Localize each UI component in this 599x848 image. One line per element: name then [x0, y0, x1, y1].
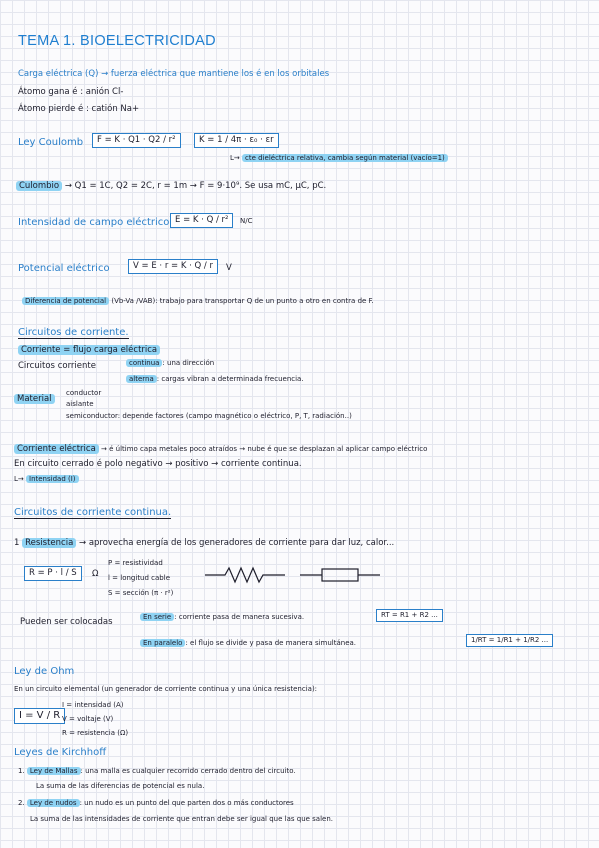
corriente-electrica-line: Corriente eléctrica → é último capa metales poco atraídos → nube é que se desplazan al aplicar campo eléctrico: [14, 445, 427, 454]
circuitos-corriente-label: Circuitos corriente: [18, 361, 96, 371]
paralelo-formula: 1/RT = 1/R1 + 1/R2 ...: [466, 634, 553, 647]
ley-mallas-line: 1. Ley de Mallas : una malla es cualquier recorrido cerrado dentro del circuito.: [18, 767, 296, 775]
carga-line-2: Átomo gana é : anión Cl-: [18, 87, 124, 97]
ley-nudos-line: 2. Ley de nudos : un nudo es un punto del que parten dos o más conductores: [18, 799, 294, 807]
material-label: Material: [14, 395, 55, 404]
ohm-resistencia: R = resistencia (Ω): [62, 729, 129, 737]
potencial-unit: V: [226, 263, 232, 273]
continua-heading: Circuitos de corriente continua.: [14, 507, 172, 518]
continua-line: continua : una dirección: [126, 360, 214, 367]
coulomb-note: L→ cte dieléctrica relativa, cambia según material (vacío=1): [230, 155, 448, 162]
kirchhoff-heading: Leyes de Kirchhoff: [14, 747, 107, 758]
ley-nudos-sub: La suma de las intensidades de corriente que entran debe ser igual que las que salen.: [30, 815, 334, 823]
carga-line-3: Átomo pierde é : catión Na+: [18, 104, 140, 114]
coulomb-heading: Ley Coulomb: [18, 137, 84, 148]
seccion-def: S = sección (π · r²): [108, 589, 174, 597]
resistencia-line: 1 Resistencia → aprovecha energía de los generadores de corriente para dar luz, calor...: [14, 538, 395, 548]
ohm-formula: I = V / R: [14, 708, 65, 724]
intensidad-formula: E = K · Q / r²: [170, 213, 233, 228]
coulomb-constant: K = 1 / 4π · ε₀ · εr: [194, 133, 279, 148]
resistividad-def: P = resistividad: [108, 559, 163, 567]
semiconductor-line: semiconductor: depende factores (campo magnético o eléctrico, P, T, radiación..): [66, 412, 352, 420]
serie-formula: RT = R1 + R2 ...: [376, 609, 443, 622]
longitud-def: l = longitud cable: [108, 574, 170, 582]
corriente-definition: Corriente = flujo carga eléctrica: [18, 346, 160, 355]
page-title: TEMA 1. BIOELECTRICIDAD: [18, 33, 216, 49]
resistor-box-icon: [300, 566, 380, 584]
diferencia-potencial-line: Diferencia de potencial (Vb-Va /VAB): trabajo para transportar Q de un punto a otro en contra de F.: [22, 298, 374, 305]
intensidad-heading: Intensidad de campo eléctrico: [18, 217, 170, 228]
aislante-item: aislante: [66, 400, 94, 408]
conductor-item: conductor: [66, 389, 102, 397]
carga-line-1: Carga eléctrica (Q) → fuerza eléctrica que mantiene los é en los orbitales: [18, 69, 330, 79]
alterna-line: alterna : cargas vibran a determinada frecuencia.: [126, 376, 304, 383]
ley-mallas-sub: La suma de las diferencias de potencial es nula.: [36, 782, 205, 790]
ohm-heading: Ley de Ohm: [14, 666, 75, 677]
ohm-text: En un circuito elemental (un generador de corriente continua y una única resistencia):: [14, 685, 318, 693]
potencial-formula: V = E · r = K · Q / r: [128, 259, 218, 274]
circuito-cerrado-line: En circuito cerrado é polo negativo → positivo → corriente continua.: [14, 459, 302, 469]
intensidad-unit: N/C: [240, 217, 253, 225]
potencial-heading: Potencial eléctrico: [18, 263, 110, 274]
coulomb-formula: F = K · Q1 · Q2 / r²: [92, 133, 181, 148]
paralelo-line: En paralelo : el flujo se divide y pasa de manera simultánea.: [140, 640, 356, 647]
ohm-intensidad: I = intensidad (A): [62, 701, 124, 709]
circuitos-heading: Circuitos de corriente.: [18, 327, 129, 338]
resistencia-unit: Ω: [92, 569, 99, 579]
culombio-line: Culombio → Q1 = 1C, Q2 = 2C, r = 1m → F = 9·10⁹. Se usa mC, µC, pC.: [16, 182, 326, 191]
colocadas-label: Pueden ser colocadas: [20, 617, 113, 627]
ohm-voltaje: V = voltaje (V): [62, 715, 114, 723]
resistor-zigzag-icon: [205, 566, 285, 584]
serie-line: En serie : corriente pasa de manera sucesiva.: [140, 614, 304, 621]
resistencia-formula: R = P · l / S: [24, 566, 82, 581]
intensidad-line: L→ Intensidad (I): [14, 476, 79, 483]
